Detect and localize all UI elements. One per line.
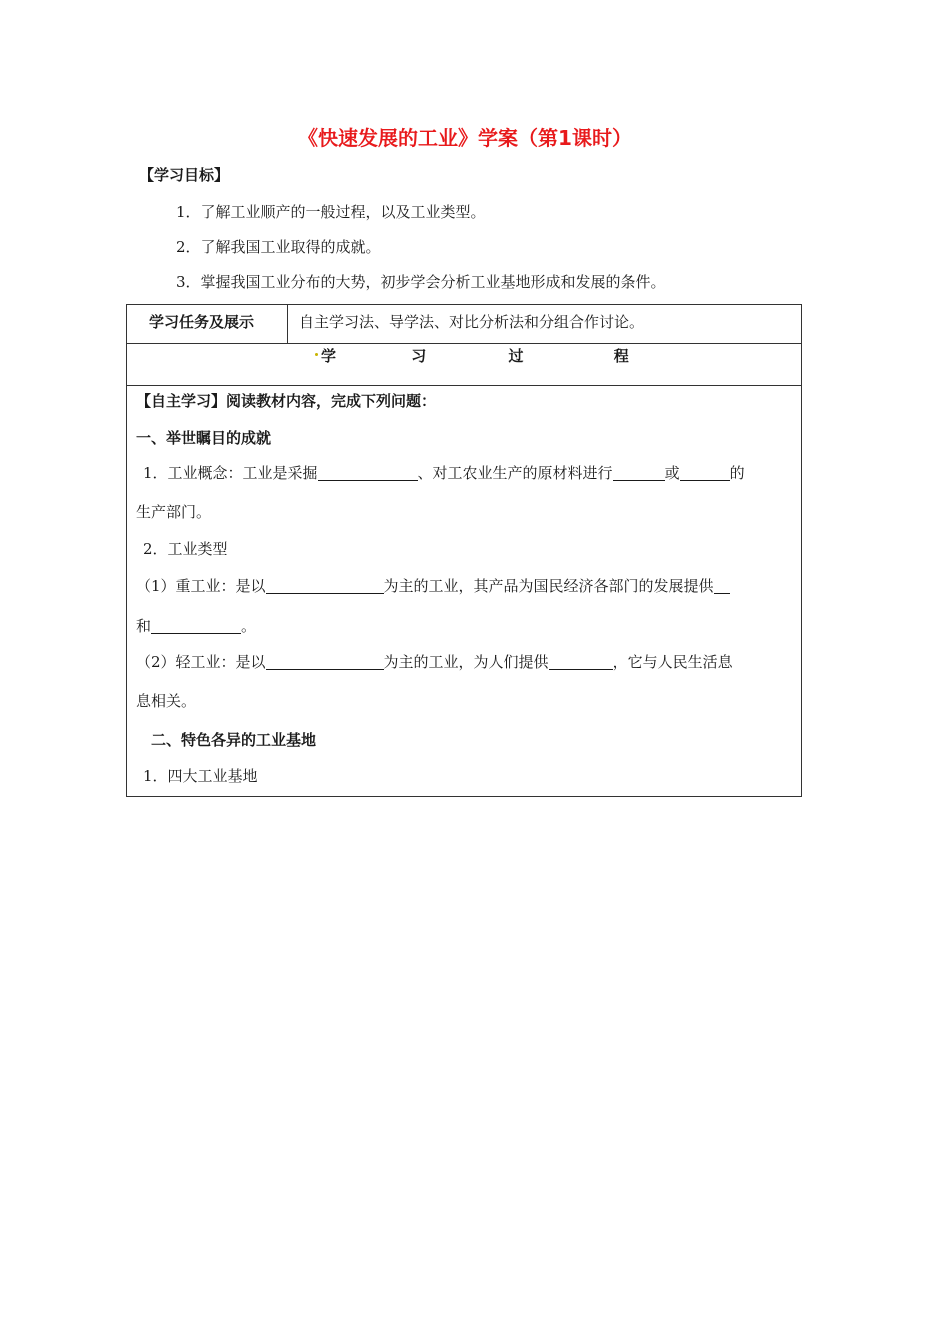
study-table <box>126 304 802 797</box>
light-text-a: （2）轻工业：是以 <box>136 653 266 671</box>
heavy-industry-cont <box>136 615 256 636</box>
answer-blank[interactable] <box>266 578 384 594</box>
objective-item-1: 1．了解工业顺产的一般过程，以及工业类型。 <box>176 203 486 221</box>
light-industry-cont: 息相关。 <box>136 692 197 710</box>
task-value: 自主学习法、导学法、对比分析法和分组合作讨论。 <box>299 313 645 331</box>
question-1-cont: 生产部门。 <box>136 503 212 521</box>
table-divider-1 <box>127 343 801 344</box>
q1-text-c: 或 <box>664 464 680 482</box>
heavy-cont-text-b: 。 <box>241 617 257 635</box>
process-char: 程 <box>613 347 629 365</box>
process-char: 学 <box>321 347 337 365</box>
heavy-industry <box>136 575 730 596</box>
task-label: 学习任务及展示 <box>149 313 255 331</box>
answer-blank[interactable] <box>549 654 613 670</box>
section2-heading: 二、特色各异的工业基地 <box>151 731 317 749</box>
answer-blank[interactable] <box>318 465 418 481</box>
heavy-text-a: （1）重工业：是以 <box>136 577 266 595</box>
question-2: 2．工业类型 <box>143 540 228 558</box>
table-divider-vertical <box>287 305 288 343</box>
self-study-heading: 【自主学习】阅读教材内容，完成下列问题： <box>136 392 437 410</box>
heavy-cont-text-a: 和 <box>136 617 152 635</box>
q1-text-a: 1．工业概念：工业是采掘 <box>143 464 318 482</box>
table-divider-2 <box>127 385 801 386</box>
process-char: 习 <box>411 347 427 365</box>
answer-blank[interactable] <box>680 465 730 481</box>
answer-blank[interactable] <box>613 465 665 481</box>
objective-item-2: 2．了解我国工业取得的成就。 <box>176 238 381 256</box>
q1-text-d: 的 <box>729 464 745 482</box>
objective-item-3: 3．掌握我国工业分布的大势，初步学会分析工业基地形成和发展的条件。 <box>176 273 666 291</box>
question-1 <box>143 462 745 483</box>
heavy-text-b: 为主的工业，其产品为国民经济各部门的发展提供 <box>383 577 714 595</box>
answer-blank[interactable] <box>714 578 730 594</box>
light-text-b: 为主的工业，为人们提供 <box>383 653 549 671</box>
answer-blank[interactable] <box>151 618 241 634</box>
q1-text-b: 、对工农业生产的原材料进行 <box>417 464 613 482</box>
light-industry <box>136 651 733 672</box>
process-char: 过 <box>508 347 524 365</box>
objectives-heading: 【学习目标】 <box>139 166 230 184</box>
light-text-c: ，它与人民生活息 <box>612 653 733 671</box>
section1-heading: 一、举世瞩目的成就 <box>136 429 272 447</box>
process-heading <box>321 345 629 366</box>
page-title: 《快速发展的工业》学案（第1课时） <box>298 126 632 150</box>
industrial-bases: 1．四大工业基地 <box>143 767 258 785</box>
decorative-dot <box>315 353 318 356</box>
answer-blank[interactable] <box>266 654 384 670</box>
